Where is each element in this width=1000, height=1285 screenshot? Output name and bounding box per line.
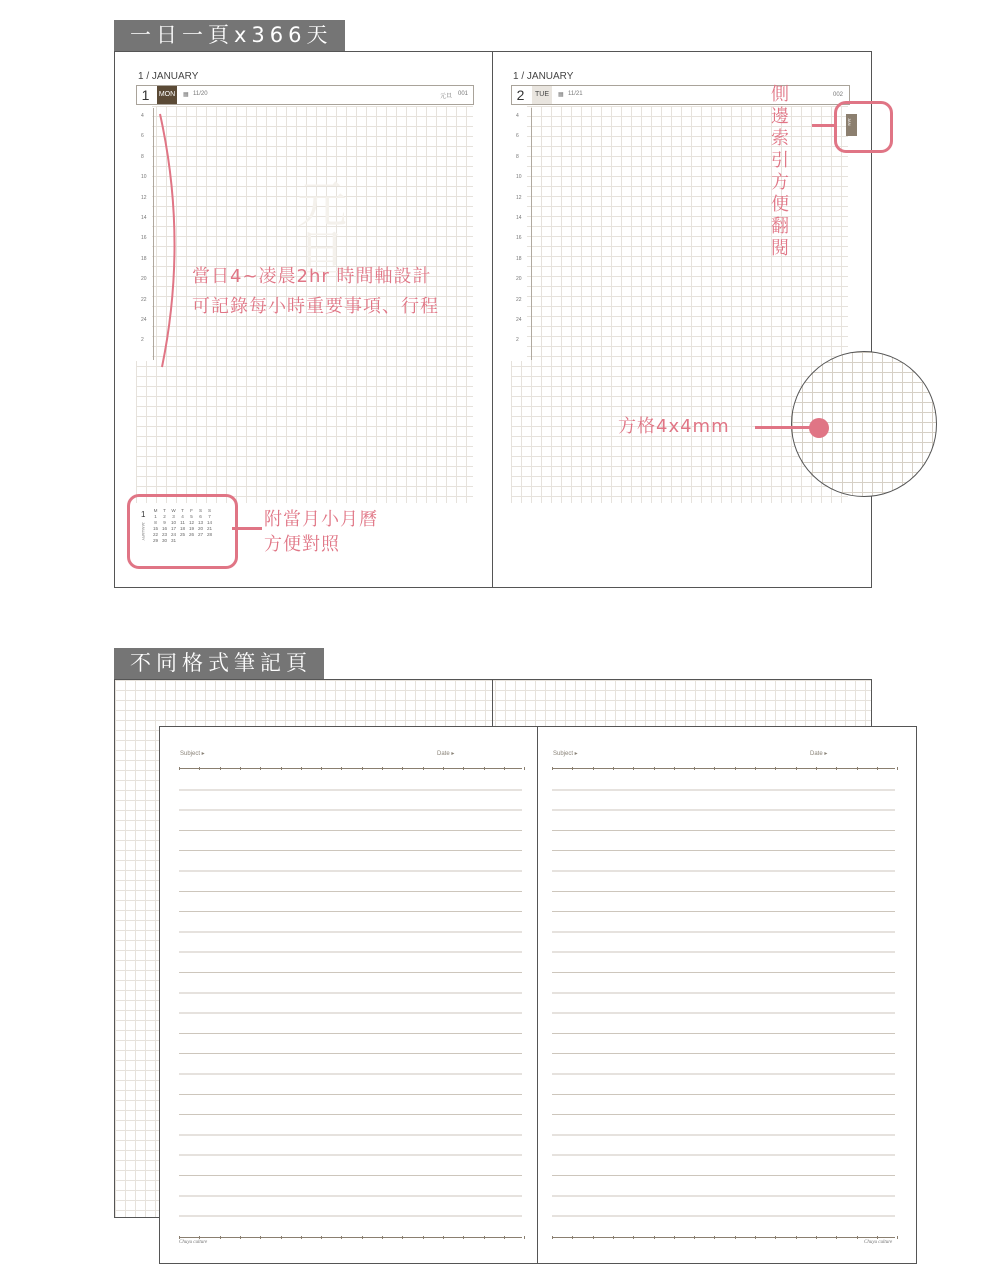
- mini-cal-day: [187, 537, 196, 543]
- rule-tick: [735, 1236, 736, 1239]
- rule-tick: [572, 1236, 573, 1239]
- rule-tick: [443, 1236, 444, 1239]
- right-hour-column: [516, 113, 526, 358]
- rule-tick: [816, 1236, 817, 1239]
- mini-cal-day: 30: [161, 537, 168, 543]
- rule-tick: [775, 1236, 776, 1239]
- rule-tick: [755, 1236, 756, 1239]
- rule-tick: [220, 1236, 221, 1239]
- left-page-number: 001: [458, 91, 469, 97]
- rule-tick: [613, 767, 614, 770]
- right-footer-rule: [552, 1237, 895, 1238]
- rule-tick: [463, 1236, 464, 1239]
- mini-cal-weekday: W: [171, 507, 176, 513]
- rule-tick: [755, 767, 756, 770]
- mini-cal-day: 5: [190, 513, 193, 519]
- rule-tick: [613, 1236, 614, 1239]
- hour-label: 22: [141, 296, 147, 303]
- hour-label: 10: [141, 174, 147, 181]
- left-hour-column: [141, 113, 151, 358]
- mini-cal-weekday: T: [163, 507, 166, 513]
- rule-tick: [714, 767, 715, 770]
- mini-cal-day: [178, 537, 187, 543]
- rule-tick: [402, 767, 403, 770]
- rule-tick: [877, 1236, 878, 1239]
- rule-tick: [484, 1236, 485, 1239]
- rule-tick: [443, 767, 444, 770]
- mini-cal-day: [205, 537, 214, 543]
- mini-cal-month-name: JANUARY: [141, 522, 146, 541]
- mini-cal-day: 27: [197, 531, 204, 537]
- right-month-label: 1 / JANUARY: [513, 71, 574, 82]
- hour-label: 6: [516, 133, 519, 140]
- rule-tick: [382, 1236, 383, 1239]
- mini-calendar-table: [151, 507, 214, 543]
- mini-cal-day: [196, 537, 205, 543]
- rule-tick: [836, 1236, 837, 1239]
- mini-cal-day: 8: [154, 519, 157, 525]
- mini-cal-connector: [232, 527, 262, 530]
- hour-label: 4: [516, 113, 519, 119]
- hour-label: 8: [516, 153, 519, 160]
- rule-tick: [504, 767, 505, 770]
- mini-cal-weekday: T: [181, 507, 184, 513]
- left-ruled-lines: [179, 770, 522, 1232]
- rule-tick: [796, 1236, 797, 1239]
- rule-tick: [714, 1236, 715, 1239]
- rule-tick: [897, 767, 898, 770]
- left-brand-logo: Chuyu culture: [179, 1240, 208, 1245]
- hour-label: 22: [516, 296, 522, 303]
- rule-tick: [423, 1236, 424, 1239]
- hour-label: 10: [516, 174, 522, 181]
- right-weekday: TUE: [532, 86, 552, 104]
- mini-cal-day: 13: [197, 519, 204, 525]
- mini-cal-day: 20: [197, 525, 204, 531]
- section-label-daily: 一日一頁x366天: [114, 20, 345, 51]
- left-date-label: Date ▸: [437, 751, 455, 757]
- rule-tick: [593, 767, 594, 770]
- mini-cal-day: 15: [152, 525, 159, 531]
- mini-cal-month-num: 1: [141, 510, 146, 519]
- left-header-rule: [179, 768, 522, 769]
- timeline-note-2: 可記錄每小時重要事項、行程: [192, 296, 439, 317]
- right-day-number: 2: [516, 87, 525, 103]
- rule-tick: [877, 767, 878, 770]
- rule-tick: [775, 767, 776, 770]
- mini-cal-day: 31: [170, 537, 177, 543]
- rule-tick: [504, 1236, 505, 1239]
- mini-cal-day: 29: [152, 537, 159, 543]
- mini-cal-day: 17: [170, 525, 177, 531]
- left-weekday: MON: [157, 86, 177, 104]
- front-spread-fold: [537, 726, 538, 1264]
- rule-tick: [281, 767, 282, 770]
- hour-label: 12: [516, 194, 522, 201]
- right-brand-logo: Chuyu culture: [864, 1240, 893, 1245]
- left-month-label: 1 / JANUARY: [138, 71, 199, 82]
- back-spread-fold: [492, 679, 493, 727]
- rule-tick: [199, 767, 200, 770]
- right-date-label: Date ▸: [810, 751, 828, 757]
- left-day-count: 11/20: [193, 91, 208, 97]
- mini-cal-weekday: F: [190, 507, 193, 513]
- mini-cal-day: 9: [163, 519, 166, 525]
- rule-tick: [240, 767, 241, 770]
- mini-cal-day: 24: [170, 531, 177, 537]
- mini-cal-day: 10: [170, 519, 177, 525]
- mini-calendar: [151, 507, 215, 543]
- left-footer-rule: [179, 1237, 522, 1238]
- right-subject-label: Subject ▸: [553, 751, 578, 757]
- rule-tick: [654, 1236, 655, 1239]
- mini-cal-day: 25: [179, 531, 186, 537]
- hour-label: 8: [141, 153, 144, 160]
- mini-cal-day: 23: [161, 531, 168, 537]
- rule-tick: [897, 1236, 898, 1239]
- left-subject-label: Subject ▸: [180, 751, 205, 757]
- rule-tick: [301, 767, 302, 770]
- rule-tick: [654, 767, 655, 770]
- rule-tick: [593, 1236, 594, 1239]
- right-calendar-icon: ▦: [558, 92, 564, 98]
- mini-cal-day: 12: [188, 519, 195, 525]
- rule-tick: [524, 767, 525, 770]
- mini-cal-note-2: 方便對照: [264, 534, 340, 555]
- mini-cal-day: 1: [154, 513, 157, 519]
- rule-tick: [321, 1236, 322, 1239]
- rule-tick: [816, 767, 817, 770]
- rule-tick: [382, 767, 383, 770]
- mini-cal-day: 19: [188, 525, 195, 531]
- rule-tick: [857, 767, 858, 770]
- rule-tick: [220, 767, 221, 770]
- hour-label: 12: [141, 194, 147, 201]
- section-label-notebook: 不同格式筆記頁: [114, 648, 324, 679]
- right-page-number: 002: [833, 92, 844, 98]
- hour-label: 14: [516, 214, 522, 221]
- mini-cal-weekday: S: [207, 507, 212, 513]
- rule-tick: [552, 767, 553, 770]
- rule-tick: [402, 1236, 403, 1239]
- rule-tick: [341, 1236, 342, 1239]
- rule-tick: [484, 767, 485, 770]
- mini-cal-day: 28: [206, 531, 213, 537]
- index-tab-highlight: [834, 101, 893, 153]
- mini-cal-weekday: M: [153, 507, 158, 513]
- rule-tick: [199, 1236, 200, 1239]
- hour-label: 18: [516, 255, 522, 262]
- index-tab-connector: [812, 124, 836, 127]
- rule-tick: [179, 1236, 180, 1239]
- mini-cal-day: 14: [206, 519, 213, 525]
- mini-cal-day: 26: [188, 531, 195, 537]
- mini-cal-day: 22: [152, 531, 159, 537]
- hour-label: 16: [141, 235, 147, 242]
- hour-label: 20: [141, 276, 147, 283]
- right-header-rule: [552, 768, 895, 769]
- left-holiday: 元旦: [440, 94, 453, 100]
- rule-tick: [674, 1236, 675, 1239]
- rule-tick: [633, 767, 634, 770]
- hour-label: 24: [516, 316, 522, 323]
- hour-label: 20: [516, 276, 522, 283]
- mini-cal-weekday: S: [198, 507, 203, 513]
- rule-tick: [362, 1236, 363, 1239]
- rule-tick: [321, 767, 322, 770]
- right-day-count: 11/21: [568, 91, 583, 97]
- hour-label: 14: [141, 214, 147, 221]
- left-calendar-icon: ▦: [183, 92, 189, 98]
- holiday-watermark: 元旦: [289, 178, 347, 278]
- rule-tick: [362, 767, 363, 770]
- mini-cal-day: 21: [206, 525, 213, 531]
- hour-label: 2: [516, 337, 519, 344]
- rule-tick: [694, 767, 695, 770]
- mini-cal-day: 3: [172, 513, 175, 519]
- grid-size-dot: [809, 418, 829, 438]
- spread-fold: [492, 51, 493, 587]
- hour-label: 16: [516, 235, 522, 242]
- left-timeline-axis: [153, 108, 154, 360]
- rule-tick: [857, 1236, 858, 1239]
- mini-cal-day: 4: [181, 513, 184, 519]
- mini-cal-note-1: 附當月小月曆: [264, 509, 378, 530]
- rule-tick: [301, 1236, 302, 1239]
- rule-tick: [281, 1236, 282, 1239]
- rule-tick: [179, 767, 180, 770]
- right-timeline-axis: [531, 108, 532, 360]
- rule-tick: [240, 1236, 241, 1239]
- rule-tick: [836, 767, 837, 770]
- mini-cal-day: 11: [180, 519, 185, 525]
- left-day-number: 1: [141, 87, 150, 103]
- hour-label: 18: [141, 255, 147, 262]
- mini-cal-day: 7: [208, 513, 211, 519]
- mini-cal-day: 16: [161, 525, 168, 531]
- rule-tick: [674, 767, 675, 770]
- rule-tick: [423, 767, 424, 770]
- rule-tick: [694, 1236, 695, 1239]
- timeline-note-1: 當日4~凌晨2hr 時間軸設計: [192, 266, 432, 287]
- hour-label: 6: [141, 133, 144, 140]
- rule-tick: [260, 767, 261, 770]
- rule-tick: [572, 767, 573, 770]
- rule-tick: [552, 1236, 553, 1239]
- hour-label: 4: [141, 113, 144, 119]
- hour-label: 2: [141, 337, 144, 344]
- month-index-tab-text: JAN: [847, 118, 852, 126]
- rule-tick: [735, 767, 736, 770]
- mini-cal-day: 2: [163, 513, 166, 519]
- timeline-bracket: [156, 112, 186, 370]
- hour-label: 24: [141, 316, 147, 323]
- grid-size-note: 方格4x4mm: [618, 416, 730, 437]
- mini-cal-day: 6: [199, 513, 202, 519]
- mini-cal-day: 18: [179, 525, 186, 531]
- rule-tick: [463, 767, 464, 770]
- rule-tick: [524, 1236, 525, 1239]
- rule-tick: [796, 767, 797, 770]
- rule-tick: [633, 1236, 634, 1239]
- right-ruled-lines: [552, 770, 895, 1232]
- rule-tick: [260, 1236, 261, 1239]
- index-tab-note: 側邊索引方便翻閱: [768, 84, 789, 260]
- rule-tick: [341, 767, 342, 770]
